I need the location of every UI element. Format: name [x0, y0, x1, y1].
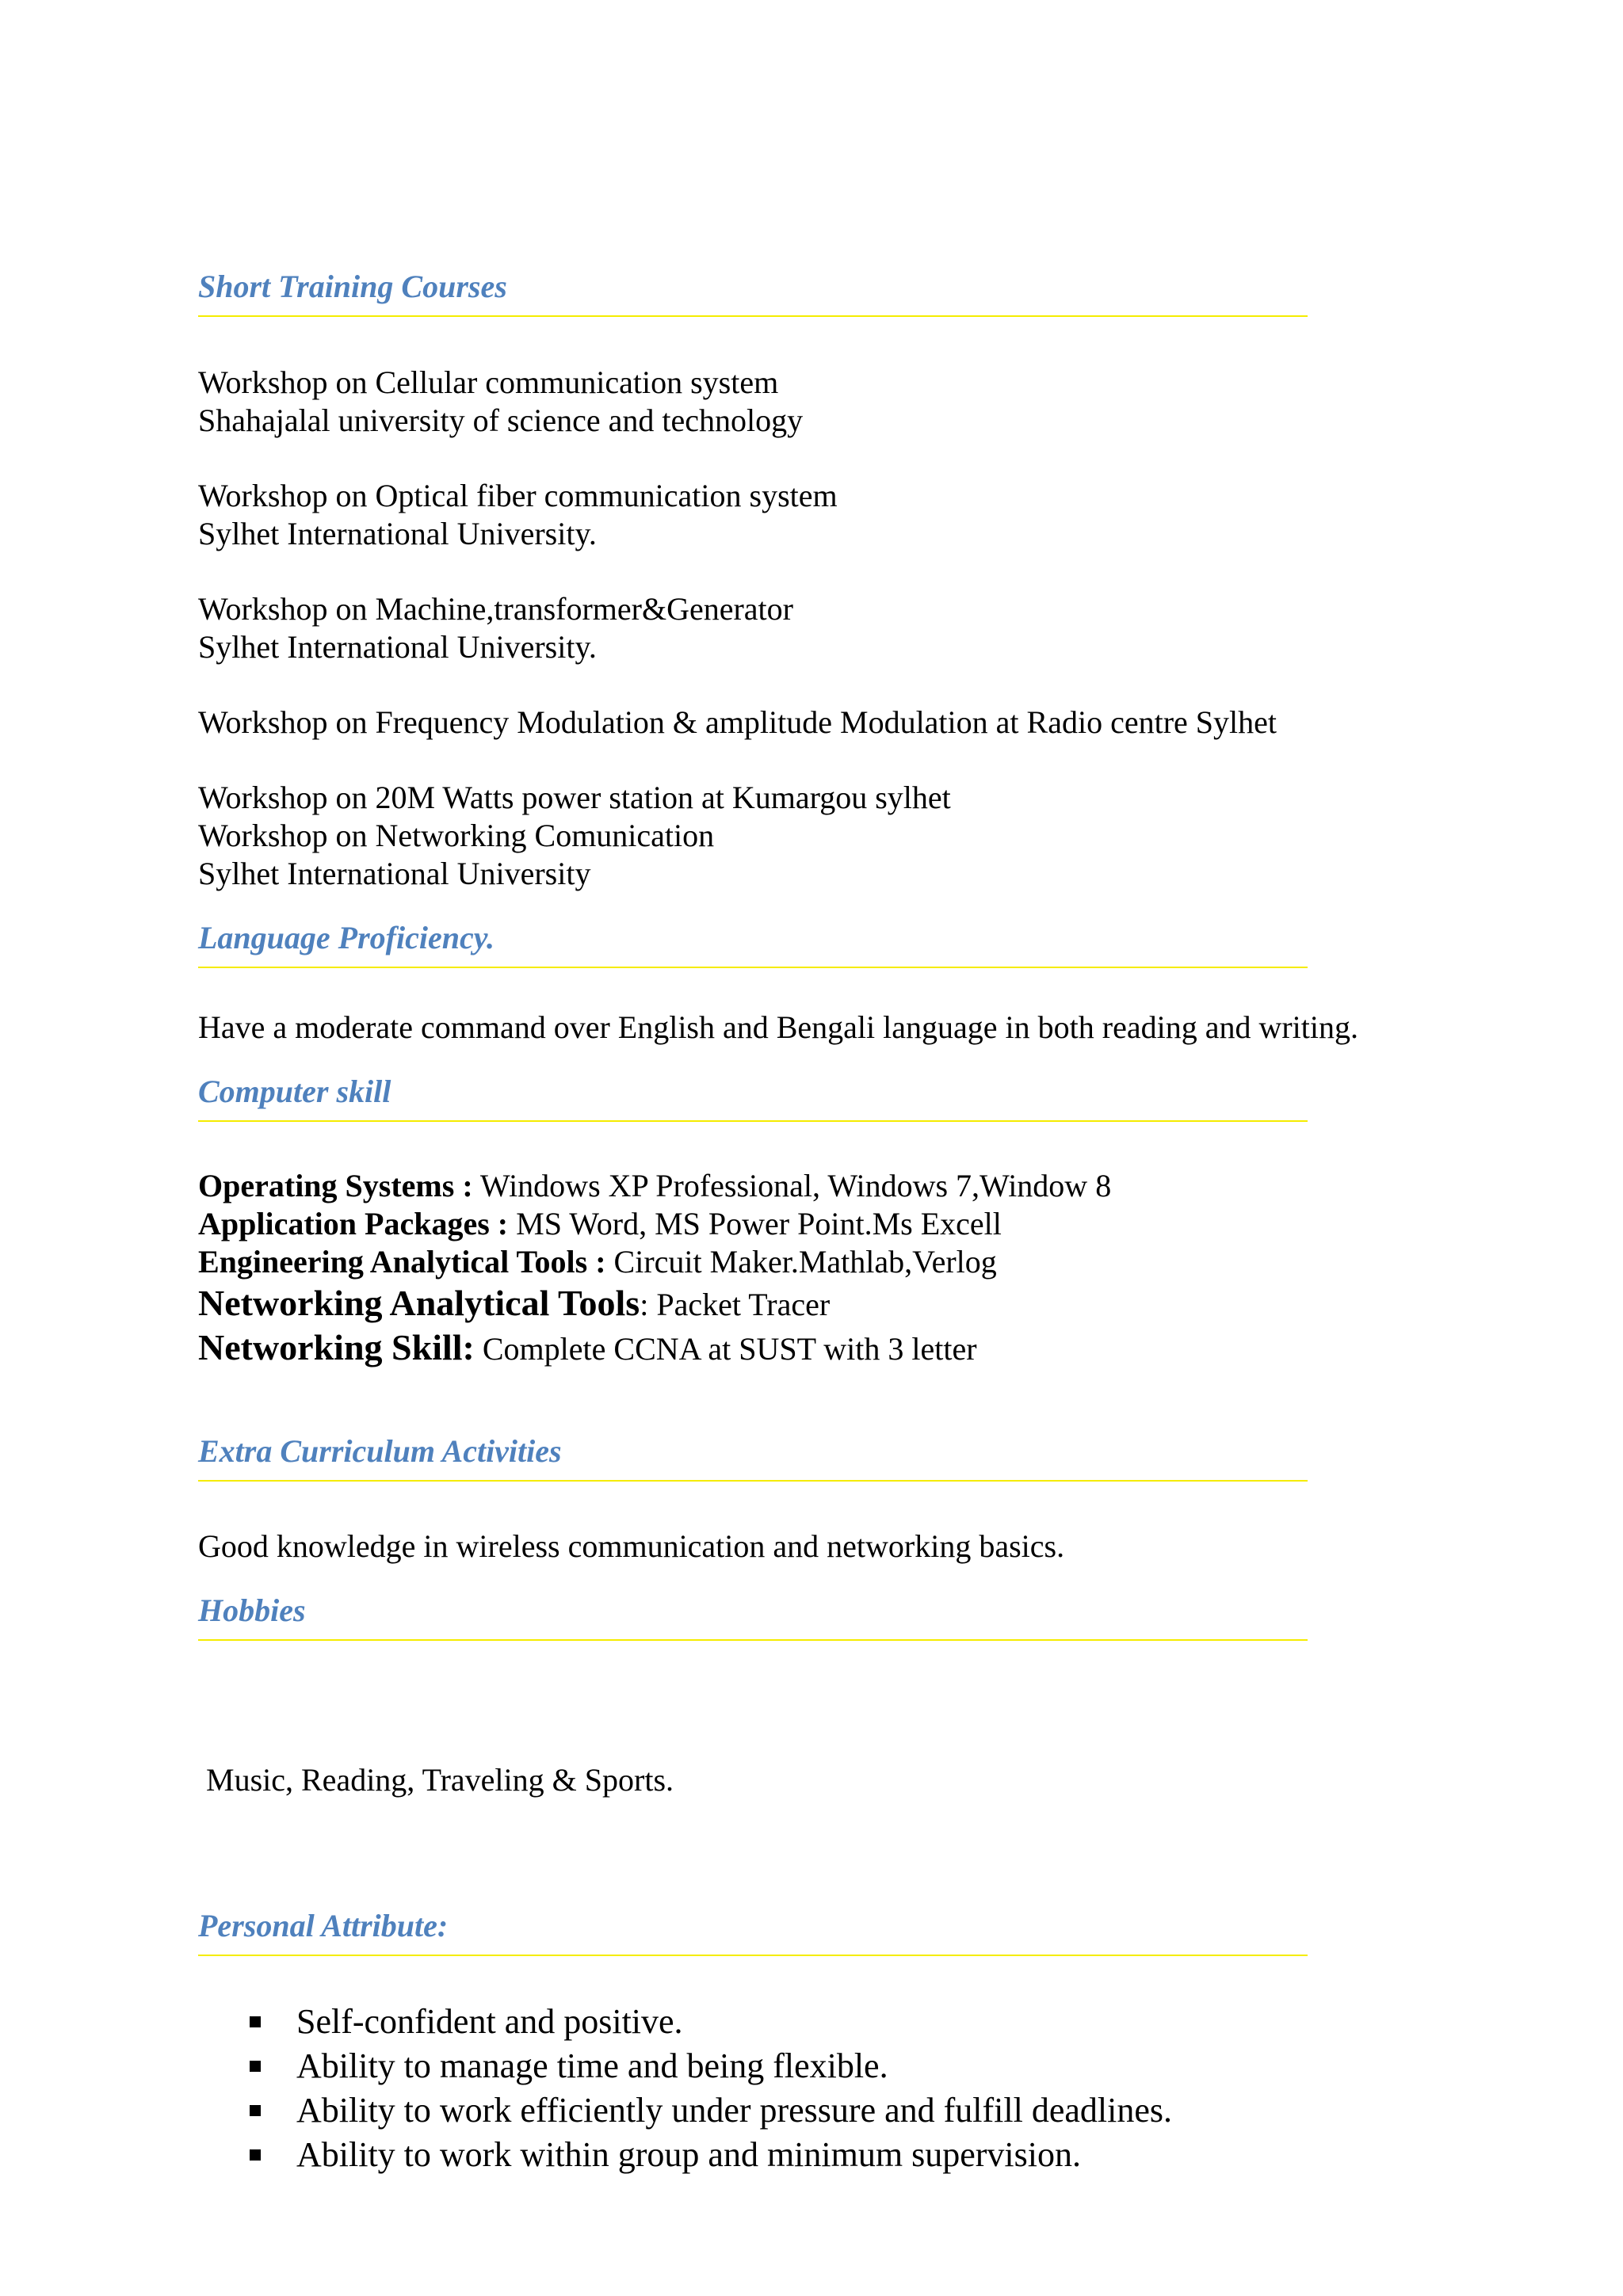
training-line: Sylhet International University. — [198, 516, 597, 551]
personal-attribute-item: Ability to work within group and minimum supervision. — [296, 2135, 1081, 2174]
personal-attribute-item: Self-confident and positive. — [296, 2002, 683, 2041]
computer-skill-value: Circuit Maker.Mathlab,Verlog — [605, 1244, 997, 1280]
personal-attribute-item: Ability to manage time and being flexible. — [296, 2046, 888, 2085]
bullet-square-icon — [250, 2016, 261, 2027]
computer-skill-item — [198, 1167, 1111, 1205]
section-heading-hobbies: Hobbies — [198, 1592, 306, 1628]
training-line: Workshop on Machine,transformer&Generator — [198, 591, 793, 627]
training-line: Workshop on Networking Comunication — [198, 818, 715, 853]
section-rule-personal — [198, 1955, 1308, 1956]
training-line: Shahajalal university of science and technology — [198, 402, 804, 438]
section-rule-hobbies — [198, 1639, 1308, 1641]
section-heading-computer: Computer skill — [198, 1074, 391, 1109]
training-line: Workshop on 20M Watts power station at Kumargou sylhet — [198, 780, 951, 815]
computer-skill-label: Application Packages : — [198, 1206, 509, 1241]
computer-skill-label: Networking Skill: — [198, 1327, 475, 1367]
computer-skill-label: Operating Systems : — [198, 1168, 473, 1203]
computer-skill-label: Engineering Analytical Tools : — [198, 1244, 606, 1280]
extra-text: Good knowledge in wireless communication and networking basics. — [198, 1528, 1065, 1564]
hobbies-text: Music, Reading, Traveling & Sports. — [198, 1762, 674, 1798]
section-rule-training — [198, 315, 1308, 317]
computer-skill-item — [198, 1329, 977, 1368]
computer-skill-item — [198, 1205, 1002, 1243]
section-rule-language — [198, 967, 1308, 968]
personal-attribute-item: Ability to work efficiently under pressure and fulfill deadlines. — [296, 2091, 1173, 2130]
training-line: Workshop on Cellular communication system — [198, 364, 779, 400]
section-heading-training: Short Training Courses — [198, 269, 507, 304]
bullet-square-icon — [250, 2061, 261, 2072]
computer-skill-value: Windows XP Professional, Windows 7,Window 8 — [472, 1168, 1112, 1203]
language-text: Have a moderate command over English and Bengali language in both reading and writing. — [198, 1009, 1359, 1045]
training-line: Sylhet International University — [198, 856, 591, 891]
bullet-square-icon — [250, 2149, 261, 2161]
bullet-square-icon — [250, 2105, 261, 2116]
training-line: Workshop on Frequency Modulation & amplitude Modulation at Radio centre Sylhet — [198, 704, 1277, 740]
computer-skill-value: Complete CCNA at SUST with 3 letter — [474, 1331, 977, 1367]
computer-skill-label: Networking Analytical Tools — [198, 1283, 640, 1323]
section-heading-personal: Personal Attribute: — [198, 1908, 449, 1943]
training-line: Workshop on Optical fiber communication system — [198, 478, 838, 513]
computer-skill-item — [198, 1284, 830, 1324]
training-line: Sylhet International University. — [198, 629, 597, 665]
section-heading-extra: Extra Curriculum Activities — [198, 1433, 562, 1469]
section-rule-extra — [198, 1480, 1308, 1482]
computer-skill-item — [198, 1243, 997, 1281]
section-rule-computer — [198, 1120, 1308, 1122]
computer-skill-value: MS Word, MS Power Point.Ms Excell — [508, 1206, 1002, 1241]
section-heading-language: Language Proficiency. — [198, 920, 495, 955]
computer-skill-value: : Packet Tracer — [640, 1287, 831, 1322]
